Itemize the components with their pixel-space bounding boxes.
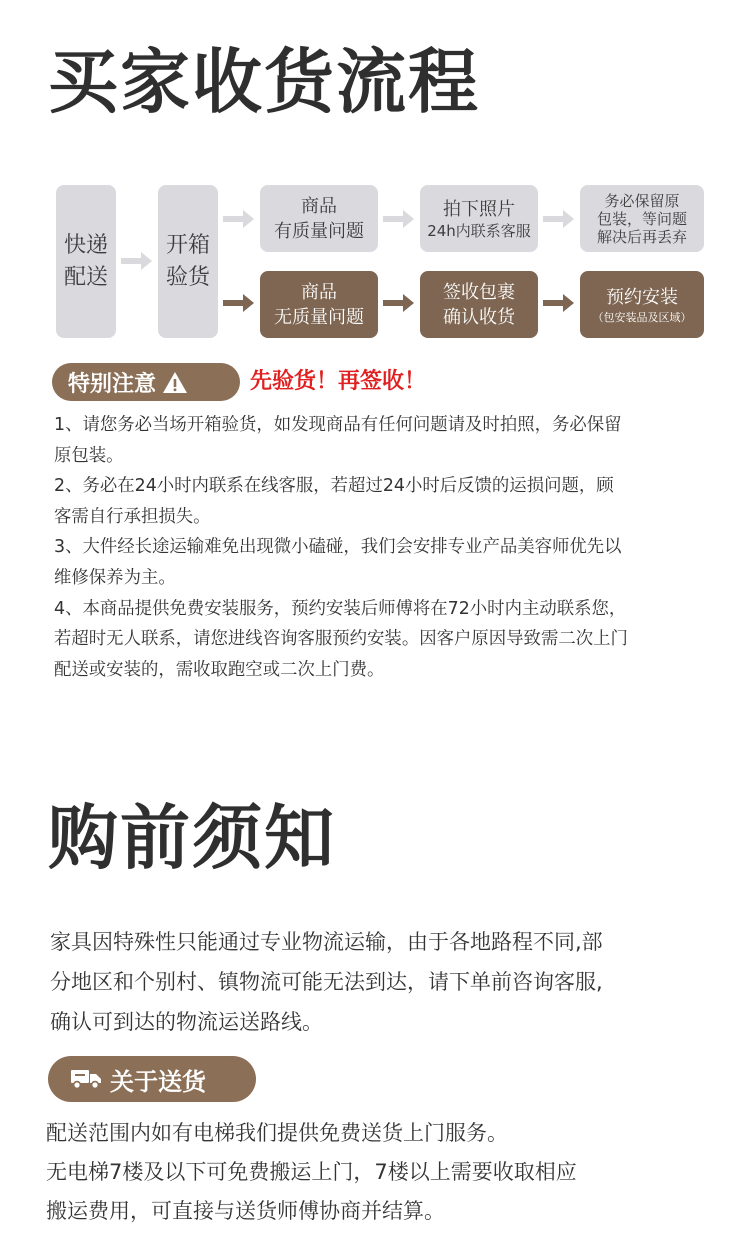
flow-step-quality-issue bbox=[260, 185, 378, 252]
notice-badge-label: 特别注意 bbox=[68, 371, 157, 397]
delivery-badge-label: 关于送货 bbox=[110, 1067, 206, 1096]
flow-step-photo-title: 拍下照片 bbox=[443, 199, 515, 220]
flow-step-keep-line1: 务必保留原 bbox=[604, 191, 680, 210]
notice-line: 1、请您务必当场开箱验货，如发现商品有任何问题请及时拍照，务必保留 bbox=[54, 415, 622, 435]
delivery-text bbox=[46, 1114, 736, 1231]
arrow-right-icon bbox=[543, 209, 575, 229]
flow-step-keep-package bbox=[580, 185, 704, 252]
flow-step-express-line2: 配送 bbox=[63, 264, 108, 290]
flow-step-unbox-line1: 开箱 bbox=[165, 232, 210, 258]
arrow-right-icon bbox=[223, 293, 255, 313]
flow-step-sign bbox=[420, 271, 538, 338]
flow-step-unbox-line2: 验货 bbox=[165, 264, 210, 290]
section-title-pre-purchase: 购前须知 bbox=[48, 797, 336, 879]
pre-purchase-line: 确认可到达的物流运送路线。 bbox=[50, 1010, 323, 1034]
flow-step-no-issue-line2: 无质量问题 bbox=[274, 306, 364, 328]
flow-step-photo-sub: 24h内联系客服 bbox=[427, 222, 531, 240]
arrow-right-icon bbox=[543, 293, 575, 313]
arrow-right-icon bbox=[383, 209, 415, 229]
notice-badge bbox=[52, 363, 240, 401]
notice-line: 若超时无人联系，请您进线咨询客服预约安装。因客户原因导致需二次上门 bbox=[54, 629, 628, 650]
flow-step-keep-line2: 包装，等问题 bbox=[596, 209, 687, 228]
arrow-right-icon bbox=[383, 293, 415, 313]
pre-purchase-text bbox=[50, 922, 730, 1042]
arrow-right-icon bbox=[223, 209, 255, 229]
delivery-badge bbox=[48, 1056, 256, 1102]
flow-step-sign-line2: 确认收货 bbox=[443, 306, 515, 328]
arrow-right-icon bbox=[121, 251, 153, 271]
notice-line: 维修保养为主。 bbox=[54, 567, 176, 588]
flow-step-quality-issue-line1: 商品 bbox=[301, 195, 337, 217]
flow-step-sign-line1: 签收包裹 bbox=[443, 281, 515, 303]
notice-line: 3、大件经长途运输难免出现微小磕碰，我们会安排专业产品美容师优先以 bbox=[54, 537, 622, 558]
delivery-line: 配送范围内如有电梯我们提供免费送货上门服务。 bbox=[46, 1121, 508, 1145]
notice-line: 2、务必在24小时内联系在线客服，若超过24小时后反馈的运损问题，顾 bbox=[54, 476, 614, 497]
flow-step-quality-issue-line2: 有质量问题 bbox=[274, 220, 364, 242]
delivery-truck-icon bbox=[70, 1068, 102, 1090]
notice-list bbox=[54, 410, 724, 685]
notice-line: 原包装。 bbox=[54, 445, 124, 466]
delivery-line: 搬运费用，可直接与送货师傅协商并结算。 bbox=[46, 1199, 445, 1223]
flow-step-unbox bbox=[158, 185, 218, 338]
flow-step-express-line1: 快递 bbox=[63, 232, 108, 258]
delivery-line: 无电梯7楼及以下可免费搬运上门，7楼以上需要收取相应 bbox=[46, 1160, 577, 1184]
pre-purchase-line: 家具因特殊性只能通过专业物流运输，由于各地路程不同,部 bbox=[50, 930, 603, 954]
page-title-receiving-process: 买家收货流程 bbox=[48, 41, 480, 123]
notice-line: 配送或安装的，需收取跑空或二次上门费。 bbox=[54, 659, 385, 680]
notice-line: 4、本商品提供免费安装服务，预约安装后师傅将在72小时内主动联系您， bbox=[54, 598, 627, 619]
flow-step-install-title: 预约安装 bbox=[606, 286, 678, 308]
flow-step-express bbox=[56, 185, 116, 338]
notice-line: 客需自行承担损失。 bbox=[54, 506, 211, 527]
flow-step-keep-line3: 解决后再丢弃 bbox=[596, 227, 687, 246]
warning-icon bbox=[162, 371, 188, 394]
flow-step-photo bbox=[420, 185, 538, 252]
pre-purchase-line: 分地区和个别村、镇物流可能无法到达，请下单前咨询客服, bbox=[50, 970, 603, 994]
flow-step-no-issue bbox=[260, 271, 378, 338]
flow-step-no-issue-line1: 商品 bbox=[301, 281, 337, 303]
flow-step-install bbox=[580, 271, 704, 338]
notice-slogan: 先验货！再签收！ bbox=[250, 369, 427, 394]
flow-step-install-sub: （包安装品及区域） bbox=[592, 310, 692, 324]
